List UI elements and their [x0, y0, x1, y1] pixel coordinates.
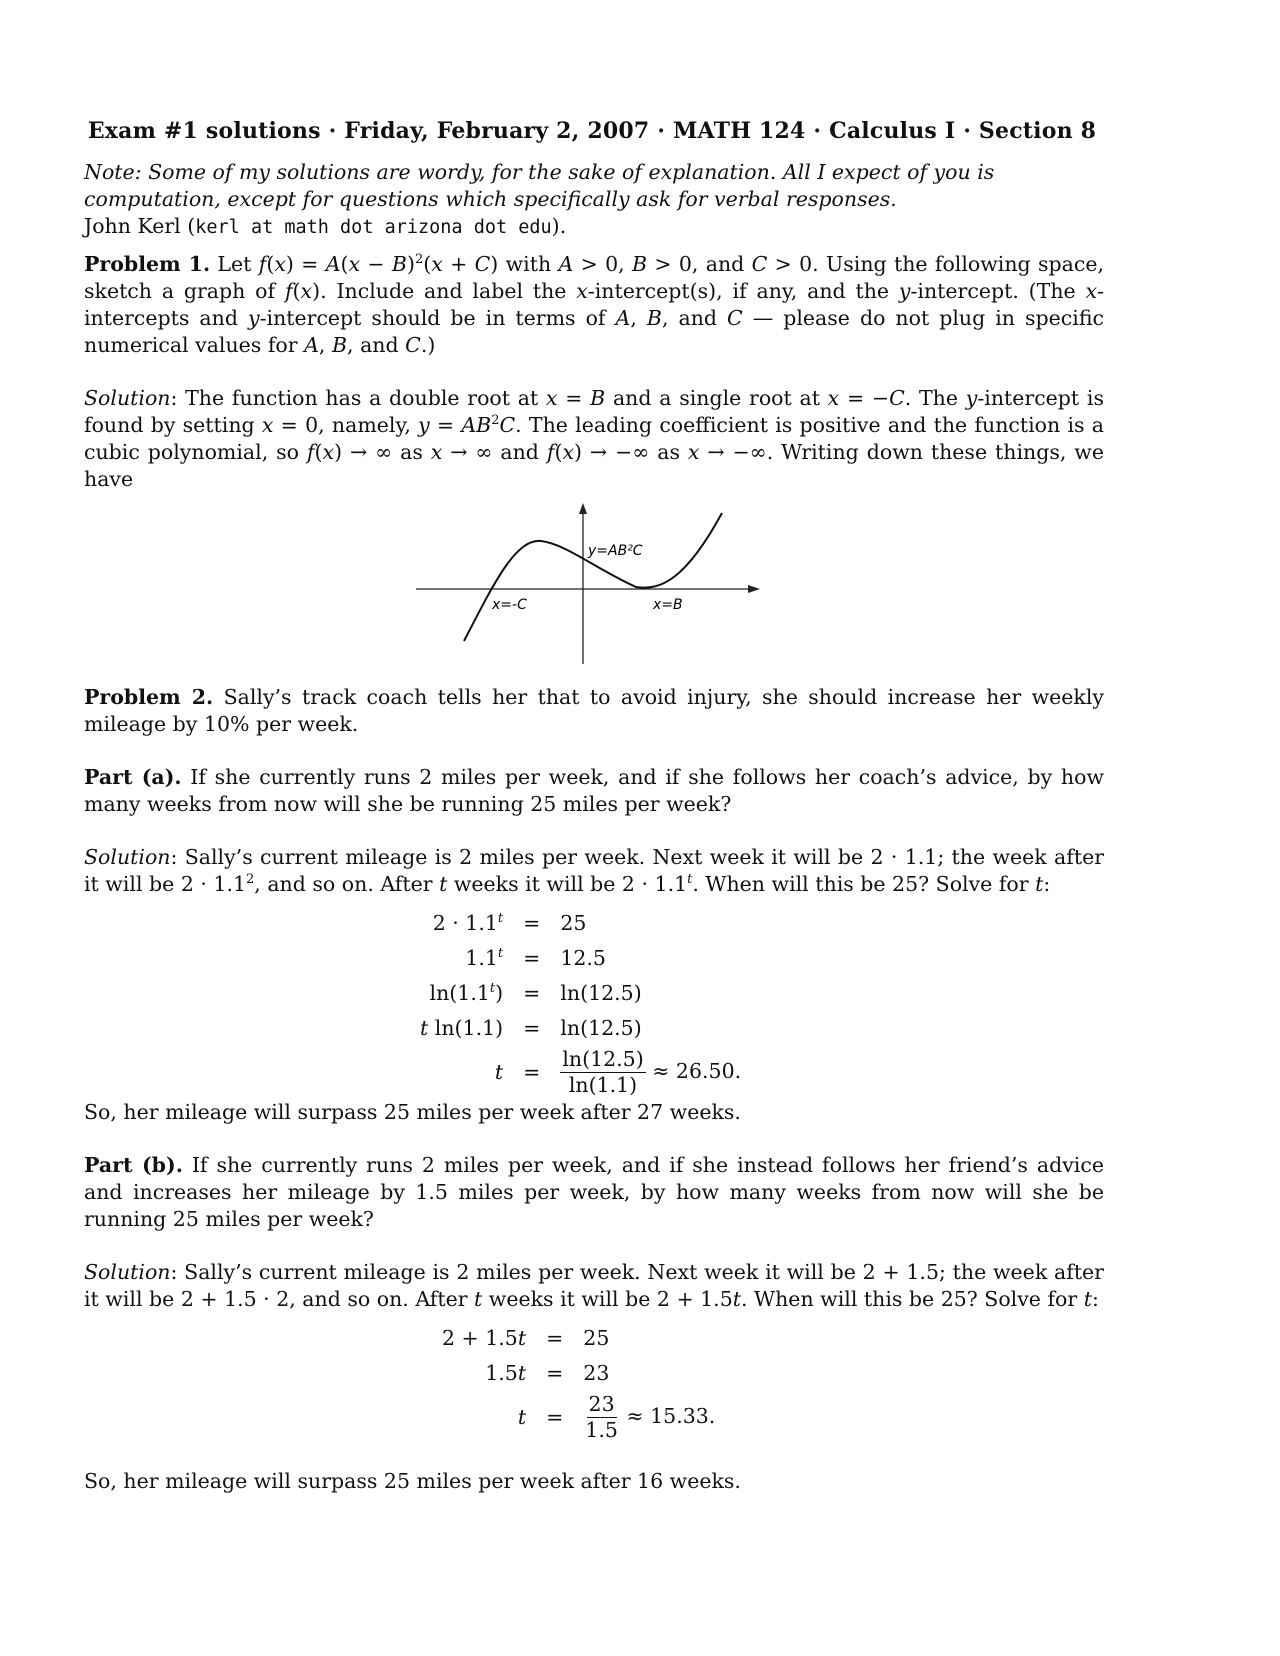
- solution-text: : Sally’s current mileage is 2 miles per week. Next week it will be 2 · 1.1; the week after it will be 2 · 1.1: [84, 845, 1104, 896]
- solution-text: . Writing down these things, we have: [84, 440, 1104, 491]
- solution-text: :: [1043, 872, 1051, 896]
- note-text: Note: Some of my solutions are wordy, for the sake of explanation. All I expect of you is computation, except for questions which specifically ask for verbal responses.: [84, 160, 995, 211]
- solution-text: . When will this be 25? Solve for: [741, 1287, 1084, 1311]
- problem-1-text: with: [498, 252, 559, 276]
- problem-1-text: , and: [691, 252, 752, 276]
- condition: A > 0, B > 0: [558, 252, 692, 276]
- solution-text: :: [1091, 1287, 1099, 1311]
- math-inline: A, B, and C: [304, 333, 421, 357]
- equation-row: t ln(1.1) = ln(12.5): [420, 1016, 642, 1040]
- equation-row: ln(1.1$^t$) = ln(12.5): [429, 981, 642, 1005]
- math-inline: f(x) → ∞: [306, 440, 393, 464]
- problem-2-label: Problem 2.: [84, 685, 214, 709]
- math-inline: x: [1085, 279, 1098, 303]
- solution-text: . The leading coefficient is positive and the function is a cubic polynomial, so: [84, 413, 1104, 464]
- x-axis-arrow-icon: [748, 585, 760, 593]
- equation-row: $2 \cdot 1.1^t$ = 25: [432, 911, 587, 935]
- cubic-graph-figure: [416, 499, 796, 674]
- problem-1-statement: [84, 251, 1104, 359]
- problem-1-label: Problem 1.: [84, 252, 211, 276]
- function-definition: $f(x) = A(x - B)^2(x + C)$: [258, 252, 499, 276]
- math-inline: f(x): [284, 279, 321, 303]
- solution-text: , namely,: [318, 413, 419, 437]
- y-intercept-label: y=AB²C: [588, 543, 643, 559]
- x-intercept-right-label: x=B: [653, 597, 683, 613]
- math-inline: x = −C: [827, 386, 905, 410]
- math-inline: x: [576, 279, 588, 303]
- problem-2-statement: [84, 684, 1104, 738]
- part-a-solution: Solution: Sally’s current mileage is 2 miles per week. Next week it will be 2 · 1.1; the week after it will be $2 \cdot 1.1^2$, and so on. After t weeks it will be $2 \cdot 1.1^t$. When will this be 25? Solve for t:: [84, 845, 1104, 896]
- problem-2-text: Sally’s track coach tells her that to avoid injury, she should increase her weekly mileage by 10% per week.: [84, 685, 1104, 736]
- solution-text: and: [492, 440, 547, 464]
- solution-text: . When will this be 25? Solve for: [692, 872, 1036, 896]
- author-prefix: John Kerl (: [84, 214, 196, 238]
- problem-1-text: -intercept(s), if any, and the: [587, 279, 899, 303]
- cubic-graph: [416, 499, 796, 674]
- part-a-conclusion: So, her mileage will surpass 25 miles per week after 27 weeks.: [84, 1100, 741, 1124]
- page-title: Exam #1 solutions · Friday, February 2, 2007 · MATH 124 · Calculus I · Section 8: [87, 118, 1097, 144]
- document-page: [84, 118, 1104, 1495]
- equation-array-a: [410, 906, 1104, 1099]
- author-email: kerl at math dot arizona dot edu: [195, 217, 552, 238]
- math-inline: t: [1083, 1287, 1092, 1311]
- math-inline: t: [474, 1287, 483, 1311]
- solution-text: as: [649, 440, 688, 464]
- math-inline: x = B: [545, 386, 606, 410]
- problem-1-text: Let: [217, 252, 259, 276]
- solution-text: . The: [904, 386, 966, 410]
- math-inline: y: [898, 279, 911, 303]
- problem-1-text: -intercept. (The: [910, 279, 1086, 303]
- y-axis-arrow-icon: [579, 503, 587, 514]
- part-a-label: Part (a).: [84, 765, 182, 789]
- part-b-label: Part (b).: [84, 1153, 183, 1177]
- part-b-conclusion: So, her mileage will surpass 25 miles per week after 16 weeks.: [84, 1469, 741, 1493]
- equation-row: 1.5t = 23: [485, 1361, 610, 1385]
- math-inline: y: [248, 306, 260, 330]
- solution-label: Solution: [84, 845, 171, 869]
- math-inline: f(x) → −∞: [546, 440, 650, 464]
- part-a-statement: [84, 764, 1104, 818]
- problem-1-solution: [84, 385, 1104, 493]
- math-inline: t: [732, 1287, 741, 1311]
- math-inline: t: [439, 872, 448, 896]
- solution-text: : The function has a double root at: [170, 386, 546, 410]
- math-inline: $y = AB^2C$: [418, 413, 516, 437]
- equation-row: 1.1$^t$ = 12.5: [465, 946, 606, 970]
- solution-label: Solution: [84, 1260, 171, 1284]
- part-a-text: If she currently runs 2 miles per week, and if she follows her coach’s advice, by how many weeks from now will she be running 25 miles per week?: [84, 765, 1104, 816]
- problem-1-text: .): [420, 333, 436, 357]
- solution-text: -intercept is found by setting: [84, 386, 1104, 437]
- part-b-text: If she currently runs 2 miles per week, and if she instead follows her friend’s advice and increases her mileage by 1.5 miles per week, by how many weeks from now will she be running 25 miles per week?: [84, 1153, 1104, 1231]
- math-inline: x → ∞: [430, 440, 493, 464]
- solution-text: : Sally’s current mileage is 2 miles per week. Next week it will be 2 + 1.5; the week after it will be 2 + 1.5 · 2, and so on. After: [84, 1260, 1104, 1311]
- problem-1-text: . Include and label the: [320, 279, 577, 303]
- solution-text: , and so on. After: [254, 872, 440, 896]
- math-inline: y: [965, 386, 978, 410]
- problem-1-text: . Using the following space, sketch a graph of: [84, 252, 1104, 303]
- author-suffix: ).: [551, 214, 567, 238]
- author-line: [84, 213, 1104, 241]
- math-inline: A, B, and C: [615, 306, 743, 330]
- solution-text: as: [392, 440, 431, 464]
- solution-text: weeks it will be 2 · 1.1: [447, 872, 688, 896]
- math-inline: t: [1035, 872, 1044, 896]
- equation-row: t = $\frac{23}{1.5}$ ≈ 15.33.: [517, 1392, 716, 1442]
- solution-text: weeks it will be 2 + 1.5: [482, 1287, 733, 1311]
- note-section: [84, 159, 1104, 241]
- equation-row: 2 + 1.5t = 25: [442, 1326, 610, 1350]
- equation-row: t = $\frac{\ln(12.5)}{\ln(1.1)}$ ≈ 26.50.: [494, 1047, 742, 1097]
- equation-array-b: [432, 1321, 1104, 1444]
- problem-1-text: -intercept should be in terms of: [259, 306, 616, 330]
- problem-1-text: -intercepts and: [84, 279, 1105, 330]
- condition: C > 0: [751, 252, 813, 276]
- part-b-statement: [84, 1152, 1104, 1233]
- problem-1-text: — please do not plug in specific numerical values for: [84, 306, 1104, 357]
- math-inline: x = 0: [261, 413, 319, 437]
- math-inline: x → −∞: [687, 440, 767, 464]
- x-intercept-left-label: x=-C: [492, 597, 527, 613]
- solution-label: Solution: [84, 386, 171, 410]
- cubic-curve: [464, 513, 722, 641]
- part-b-solution: [84, 1259, 1104, 1313]
- solution-text: and a single root at: [605, 386, 828, 410]
